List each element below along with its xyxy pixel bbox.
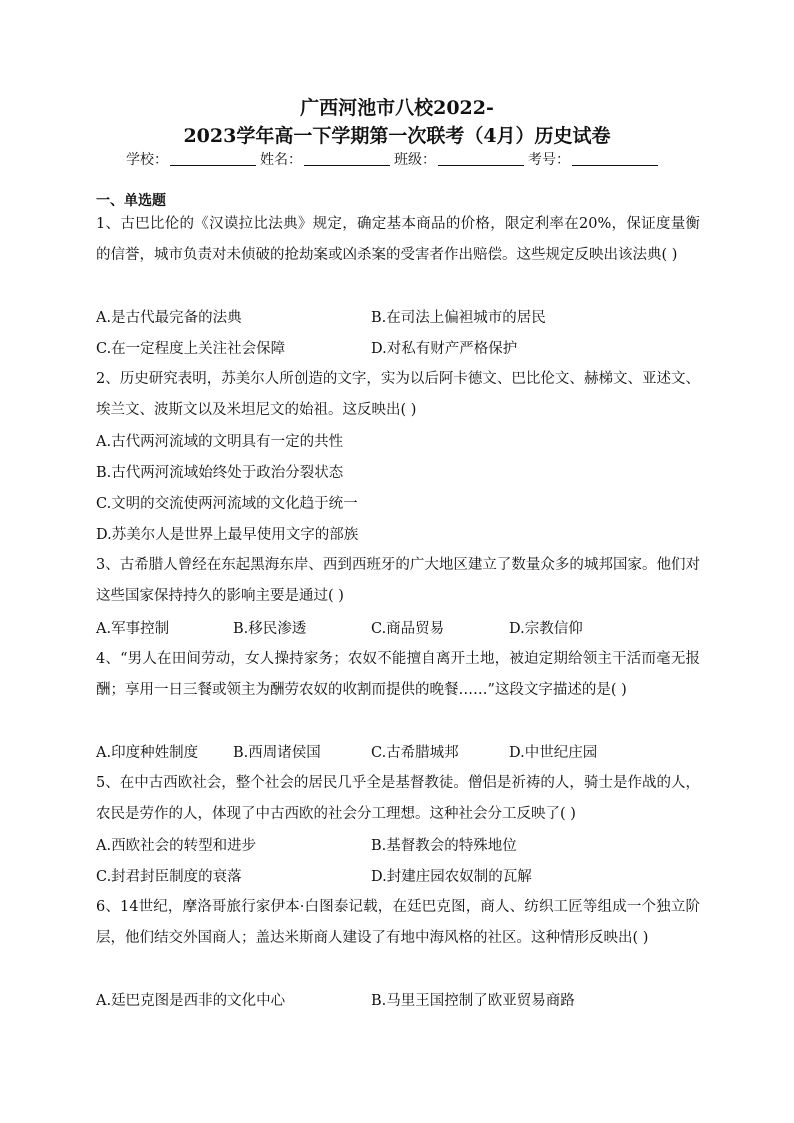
exam-no-label: 考号： (528, 152, 570, 168)
question-2-option-d: D.苏美尔人是世界上最早使用文字的部族 (96, 527, 359, 543)
question-4-option-d: D.中世纪庄园 (509, 745, 598, 761)
name-label: 姓名： (260, 152, 302, 168)
question-4-option-c: C.古希腊城邦 (371, 745, 459, 761)
question-3-option-a: A.军事控制 (96, 621, 170, 637)
question-2-option-c: C.文明的交流使两河流域的文化趋于统一 (96, 496, 358, 512)
question-1-option-b: B.在司法上偏袒城市的居民 (371, 310, 546, 326)
section-heading: 一、单选题 (96, 193, 166, 209)
question-5-option-d: D.封建庄园农奴制的瓦解 (371, 869, 532, 885)
school-label: 学校： (126, 152, 168, 168)
question-1-option-c: C.在一定程度上关注社会保障 (96, 341, 286, 357)
question-3-option-c: C.商品贸易 (371, 621, 445, 637)
question-4-option-a: A.印度种姓制度 (96, 745, 199, 761)
question-3-stem: 3、古希腊人曾经在东起黑海东岸、西到西班牙的广大地区建立了数量众多的城邦国家。他们对这些国家保持持久的影响主要是通过( ) (96, 557, 700, 604)
class-blank (438, 151, 524, 166)
question-6-option-b: B.马里王国控制了欧亚贸易商路 (371, 993, 575, 1009)
question-4-option-b: B.西周诸侯国 (233, 745, 321, 761)
question-2-option-b: B.古代两河流域始终处于政治分裂状态 (96, 465, 344, 481)
question-2-stem: 2、历史研究表明，苏美尔人所创造的文字，实为以后阿卡德文、巴比伦文、赫梯文、亚述文、埃兰文、波斯文以及米坦尼文的始祖。这反映出( ) (96, 371, 700, 418)
question-5-stem: 5、在中古西欧社会，整个社会的居民几乎全是基督教徒。僧侣是祈祷的人，骑士是作战的人，农民是劳作的人，体现了中古西欧的社会分工理想。这种社会分工反映了( ) (96, 775, 700, 822)
exam-no-blank (572, 151, 658, 166)
school-blank (170, 151, 256, 166)
class-label: 班级： (394, 152, 436, 168)
student-info-row (126, 150, 662, 170)
question-5-option-b: B.基督教会的特殊地位 (371, 838, 517, 854)
question-4-stem: 4、“男人在田间劳动，女人操持家务；农奴不能擅自离开土地，被迫定期给领主干活而毫无报酬；享用一日三餐或领主为酬劳农奴的收割而提供的晚餐……”这段文字描述的是( ) (96, 651, 700, 698)
question-2-option-a: A.古代两河流域的文明具有一定的共性 (96, 434, 344, 450)
question-1-option-a: A.是古代最完备的法典 (96, 310, 242, 326)
question-1-stem: 1、古巴比伦的《汉谟拉比法典》规定，确定基本商品的价格，限定利率在20%，保证度量衡的信誉，城市负责对未侦破的抢劫案或凶杀案的受害者作出赔偿。这些规定反映出该法典( ) (96, 216, 700, 263)
question-3-option-b: B.移民渗透 (233, 621, 307, 637)
question-3-option-d: D.宗教信仰 (509, 621, 583, 637)
question-5-option-c: C.封君封臣制度的衰落 (96, 869, 242, 885)
question-1-option-d: D.对私有财产严格保护 (371, 341, 518, 357)
question-6-option-a: A.廷巴克图是西非的文化中心 (96, 993, 286, 1009)
exam-title-line1: 广西河池市八校2022- (300, 97, 494, 119)
question-6-stem: 6、14世纪，摩洛哥旅行家伊本·白图泰记载，在廷巴克图，商人、纺织工匠等组成一个独立阶层，他们结交外国商人；盖达米斯商人建设了有地中海风格的社区。这种情形反映出( ) (96, 899, 700, 946)
name-blank (304, 151, 390, 166)
exam-title-line2: 2023学年高一下学期第一次联考（4月）历史试卷 (183, 125, 611, 147)
question-5-option-a: A.西欧社会的转型和进步 (96, 838, 257, 854)
